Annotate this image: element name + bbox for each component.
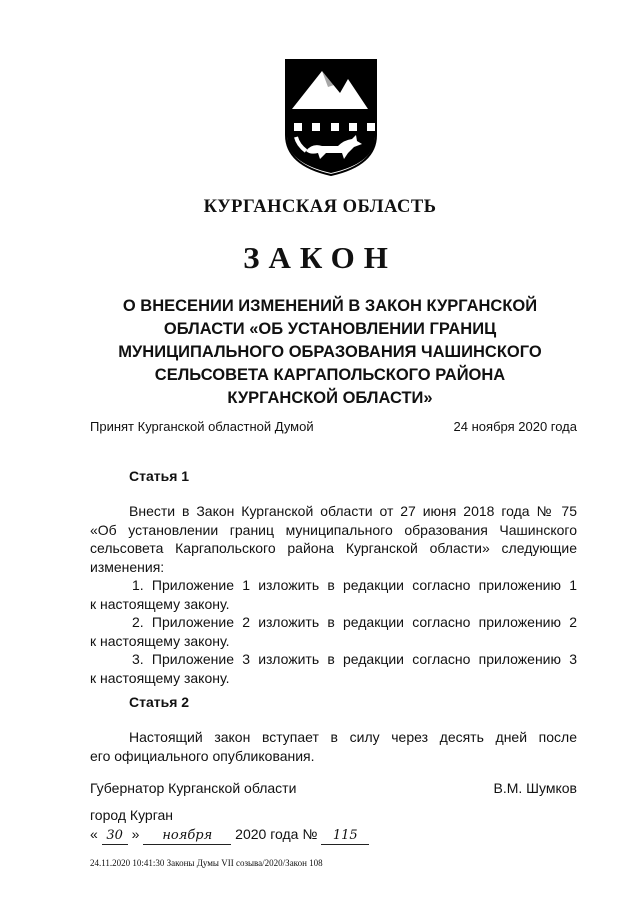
paragraph-line: изменения: xyxy=(90,558,165,575)
registry-footer: 24.11.2020 10:41:30 Законы Думы VII созыва/2020/Закон 108 xyxy=(90,858,323,868)
law-title-line: МУНИЦИПАЛЬНОГО ОБРАЗОВАНИЯ ЧАШИНСКОГО xyxy=(118,343,542,361)
region-heading: КУРГАНСКАЯ ОБЛАСТЬ xyxy=(203,197,437,217)
quote-close: » xyxy=(131,826,140,842)
paragraph-line: 2. Приложение 2 изложить в редакции согласно приложению 2 xyxy=(132,614,577,630)
handwritten-number: 115 xyxy=(321,828,369,845)
law-title xyxy=(90,295,570,410)
article-2-body xyxy=(90,728,577,765)
paragraph-line: сельсовета Каргапольского района Курганской области» следующие xyxy=(90,540,577,556)
adoption-text: Принят Курганской областной Думой xyxy=(90,419,314,434)
article-1-title: Статья 1 xyxy=(129,468,190,484)
paragraph-line: к настоящему закону. xyxy=(90,669,230,686)
paragraph-line: «Об установлении границ муниципального образования Чашинского xyxy=(90,521,577,538)
paragraph-line: 1. Приложение 1 изложить в редакции согласно приложению 1 xyxy=(132,577,577,593)
paragraph-line: Внести в Закон Курганской области от 27 июня 2018 года № 75 xyxy=(129,503,577,519)
adoption-date: 24 ноября 2020 года xyxy=(453,419,577,434)
law-title-line: ОБЛАСТИ «ОБ УСТАНОВЛЕНИИ ГРАНИЦ xyxy=(163,320,497,338)
handwritten-day: 30 xyxy=(102,828,128,845)
year-text: 2020 года № xyxy=(235,826,318,842)
governor-name: В.М. Шумков xyxy=(493,780,577,796)
paragraph-line: его официального опубликования. xyxy=(90,747,315,764)
signing-city: город Курган xyxy=(90,807,174,823)
document-type-heading: ЗАКОН xyxy=(243,240,397,275)
governor-title: Губернатор Курганской области xyxy=(90,780,297,796)
signing-date-line xyxy=(90,826,369,845)
paragraph-line: к настоящему закону. xyxy=(90,595,230,612)
handwritten-month: ноября xyxy=(143,828,231,845)
paragraph-line: Настоящий закон вступает в силу через десять дней после xyxy=(129,729,577,745)
law-title-line: СЕЛЬСОВЕТА КАРГАПОЛЬСКОГО РАЙОНА xyxy=(154,366,506,384)
coat-of-arms-emblem xyxy=(282,57,380,177)
law-title-line: О ВНЕСЕНИИ ИЗМЕНЕНИЙ В ЗАКОН КУРГАНСКОЙ xyxy=(122,297,538,315)
article-1-body xyxy=(90,502,577,687)
article-2-title: Статья 2 xyxy=(129,694,190,710)
paragraph-line: 3. Приложение 3 изложить в редакции согласно приложению 3 xyxy=(132,651,577,667)
law-title-line: КУРГАНСКОЙ ОБЛАСТИ» xyxy=(227,389,433,407)
quote-open: « xyxy=(90,826,98,842)
paragraph-line: к настоящему закону. xyxy=(90,632,230,649)
